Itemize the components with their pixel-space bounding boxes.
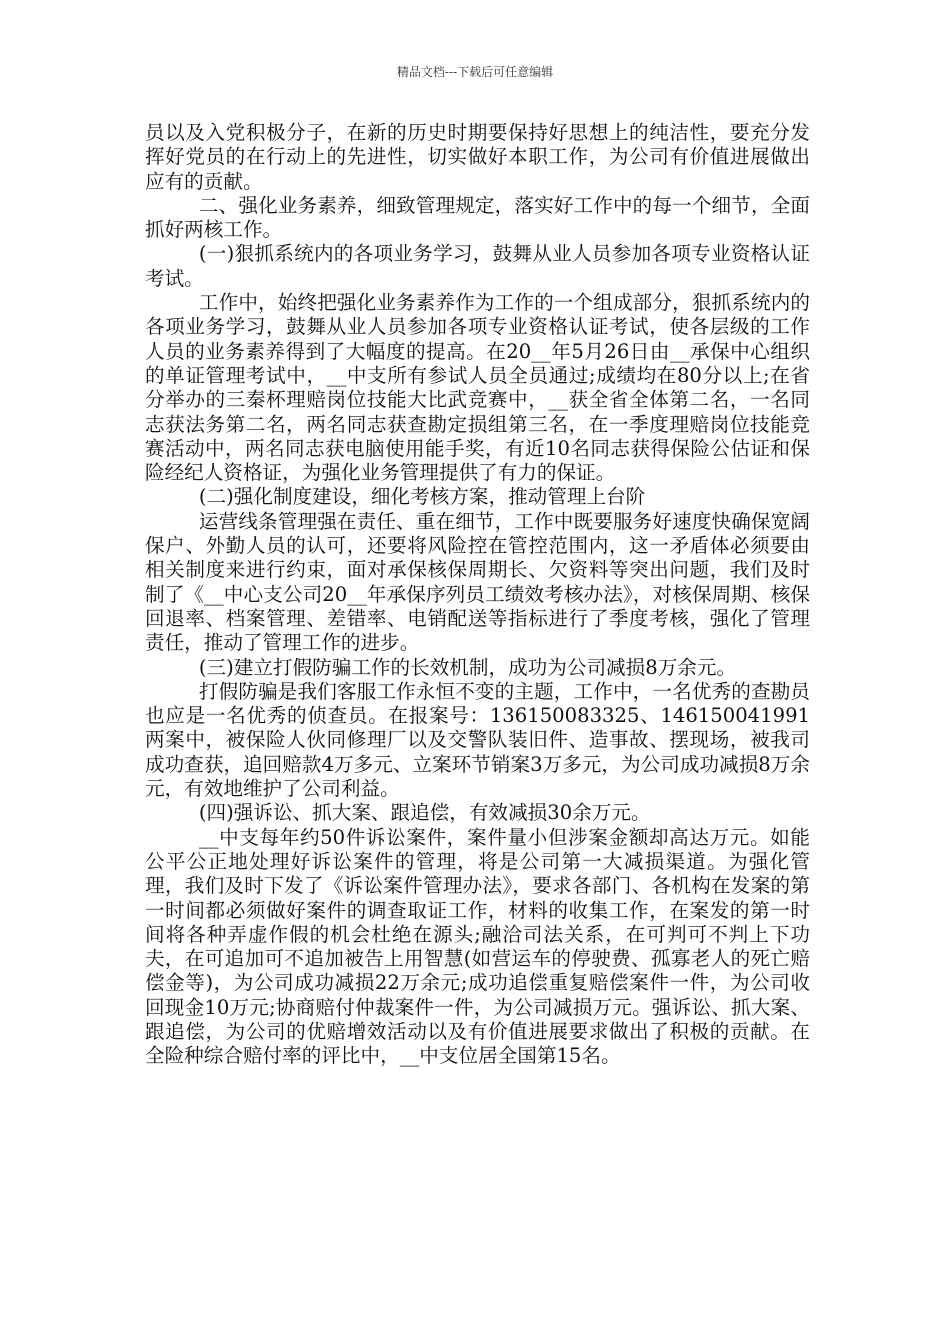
subheading-four: (四)强诉讼、抓大案、跟追偿，有效减损30余万元。 [198,801,651,825]
paragraph-system-building: 运营线条管理强在责任、重在细节，工作中既要服务好速度快确保宽阔保户、外勤人员的认可，还要将风险控在管控范围内，这一矛盾体必须要由相关制度来进行约束，面对承保核保周期长、欠资料等突出问题，我们及时制了《__中心支公司20__年承保序列员工绩效考核办法》，对核保周期、核保回退率、档案管理、差错率、电销配送等指标进行了季度考核，强化了管理责任，推动了管理工作的进步。 [145,509,810,655]
document-body [145,121,810,1069]
page-header: 精品文档---下载后可任意编辑 [396,65,554,79]
paragraph-business-learning: 工作中，始终把强化业务素养作为工作的一个组成部分，狠抓系统内的各项业务学习，鼓舞从业人员参加各项专业资格认证考试，使各层级的工作人员的业务素养得到了大幅度的提高。在20__年5月26日由__承保中心组织的单证管理考试中，__中支所有参试人员全员通过;成绩均在80分以上;在省分举办的三秦杯理赔岗位技能大比武竞赛中，__获全省全体第二名，一名同志获法务第二名，两名同志获查勘定损组第三名，在一季度理赔岗位技能竞赛活动中，两名同志获电脑使用能手奖，有近10名同志获得保险公估证和保险经纪人资格证，为强化业务管理提供了有力的保证。 [145,291,810,485]
subheading-two: (二)强化制度建设，细化考核方案，推动管理上台阶 [198,485,646,509]
subheading-three: (三)建立打假防骗工作的长效机制，成功为公司减损8万余元。 [198,655,737,679]
subheading-one: (一)狠抓系统内的各项业务学习，鼓舞从业人员参加各项专业资格认证考试。 [145,242,810,290]
section-heading-two: 二、强化业务素养，细致管理规定，落实好工作中的每一个细节，全面抓好两核工作。 [145,193,810,242]
paragraph-anti-fraud: 打假防骗是我们客服工作永恒不变的主题，工作中，一名优秀的查勘员也应是一名优秀的侦查员。在报案号：136150083325、146150041991两案中，被保险人伙同修理厂以及交警队装旧件、造事故、摆现场，被我司成功查获，追回赔款4万多元、立案环节销案3万多元，为公司成功减损8万余元，有效地维护了公司利益。 [145,679,810,801]
paragraph-litigation: __中支每年约50件诉讼案件，案件量小但涉案金额却高达万元。如能公平公正地处理好诉讼案件的管理，将是公司第一大减损渠道。为强化管理，我们及时下发了《诉讼案件管理办法》，要求各部门、各机构在发案的第一时间都必须做好案件的调查取证工作，材料的收集工作，在案发的第一时间将各种弄虚作假的机会杜绝在源头;融洽司法关系，在可判可不判上下功夫，在可追加可不追加被告上用智慧(如营运车的停驶费、孤寡老人的死亡赔偿金等)，为公司成功减损22万余元;成功追偿重复赔偿案件一件，为公司收回现金10万元;协商赔付仲裁案件一件，为公司减损万元。强诉讼、抓大案、跟追偿，为公司的优赔增效活动以及有价值进展要求做出了积极的贡献。在全险种综合赔付率的评比中，__中支位居全国第15名。 [145,825,810,1068]
paragraph-party-members: 员以及入党积极分子，在新的历史时期要保持好思想上的纯洁性，要充分发挥好党员的在行动上的先进性，切实做好本职工作，为公司有价值进展做出应有的贡献。 [145,121,810,193]
